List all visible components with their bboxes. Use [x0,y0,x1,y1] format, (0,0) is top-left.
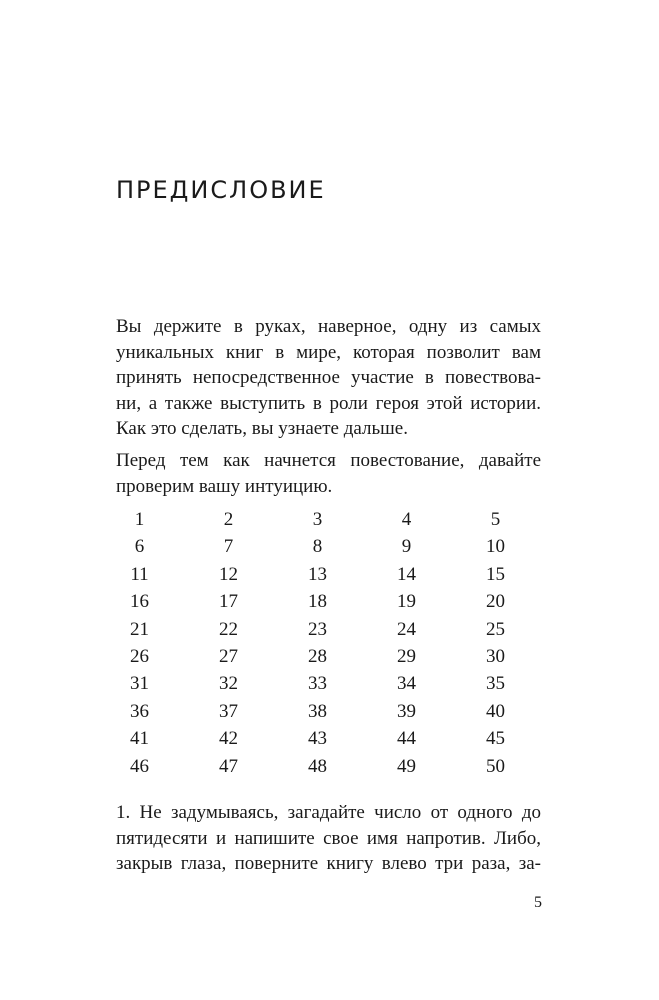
grid-row [95,588,540,615]
grid-row [95,561,540,588]
grid-number: 42 [219,728,238,750]
grid-number: 12 [219,563,238,585]
text-line: Перед тем как начнется повестование, давайте [116,449,541,471]
grid-number: 41 [130,728,149,750]
grid-number: 20 [486,591,505,613]
grid-number: 24 [397,618,416,640]
text-line: закрыв глаза, поверните книгу влево три раза, за- [116,853,541,875]
grid-number: 32 [219,673,238,695]
chapter-heading: ПРЕДИСЛОВИЕ [116,176,326,204]
grid-row [95,533,540,560]
grid-number: 48 [308,755,327,777]
step-1-text [116,800,541,877]
grid-number: 3 [312,509,323,530]
grid-number: 15 [486,563,505,585]
text-line: 1. Не задумываясь, загадайте число от одного до [116,802,541,823]
grid-number: 47 [219,755,238,777]
grid-number: 34 [397,673,416,695]
page-number: 5 [534,894,542,911]
grid-number: 39 [397,700,416,722]
text-line: Как это сделать, вы узнаете дальше. [116,418,408,440]
grid-number: 30 [486,645,505,667]
grid-number: 46 [130,755,149,777]
grid-number: 18 [308,591,327,613]
grid-number: 6 [134,536,145,558]
grid-number: 38 [308,700,327,722]
intro-text [116,314,541,499]
text-line: Вы держите в руках, наверное, одну из самых [116,316,541,337]
grid-number: 44 [397,728,416,750]
grid-number: 35 [486,673,505,695]
grid-number: 2 [223,509,234,530]
grid-number: 27 [219,645,238,667]
grid-number: 21 [130,618,149,640]
grid-row [95,698,540,725]
grid-number: 45 [486,728,505,750]
grid-number: 23 [308,618,327,640]
intro-paragraph-2 [116,448,541,499]
text-line: ни, а также выступить в роли героя этой истории. [116,392,541,414]
grid-number: 33 [308,673,327,695]
grid-number: 37 [219,700,238,722]
grid-row [95,725,540,752]
grid-number: 50 [486,755,505,777]
grid-number: 7 [223,536,234,558]
grid-row [95,506,540,533]
text-line: пятидесяти и напишите свое имя напротив. Либо, [116,827,541,849]
grid-number: 16 [130,591,149,613]
grid-number: 31 [130,673,149,695]
grid-row [95,616,540,643]
grid-number: 10 [486,536,505,558]
grid-number: 22 [219,618,238,640]
number-grid [95,506,540,780]
grid-number: 25 [486,618,505,640]
grid-number: 13 [308,563,327,585]
grid-number: 1 [134,509,145,530]
grid-number: 14 [397,563,416,585]
grid-number: 29 [397,645,416,667]
grid-number: 5 [490,509,501,530]
grid-number: 49 [397,755,416,777]
text-line: принять непосредственное участие в повествова- [116,367,541,389]
grid-row [95,670,540,697]
text-line: уникальных книг в мире, которая позволит вам [116,341,541,363]
grid-number: 36 [130,700,149,722]
step-1-paragraph [116,800,541,877]
intro-paragraph-1 [116,314,541,442]
grid-row [95,643,540,670]
grid-number: 28 [308,645,327,667]
grid-number: 11 [130,563,149,585]
text-line: проверим вашу интуицию. [116,475,333,497]
grid-number: 26 [130,645,149,667]
grid-number: 8 [312,536,323,558]
grid-number: 43 [308,728,327,750]
grid-number: 4 [401,509,412,530]
grid-number: 9 [401,536,412,558]
grid-row [95,753,540,780]
grid-number: 19 [397,591,416,613]
grid-number: 40 [486,700,505,722]
grid-number: 17 [219,591,238,613]
